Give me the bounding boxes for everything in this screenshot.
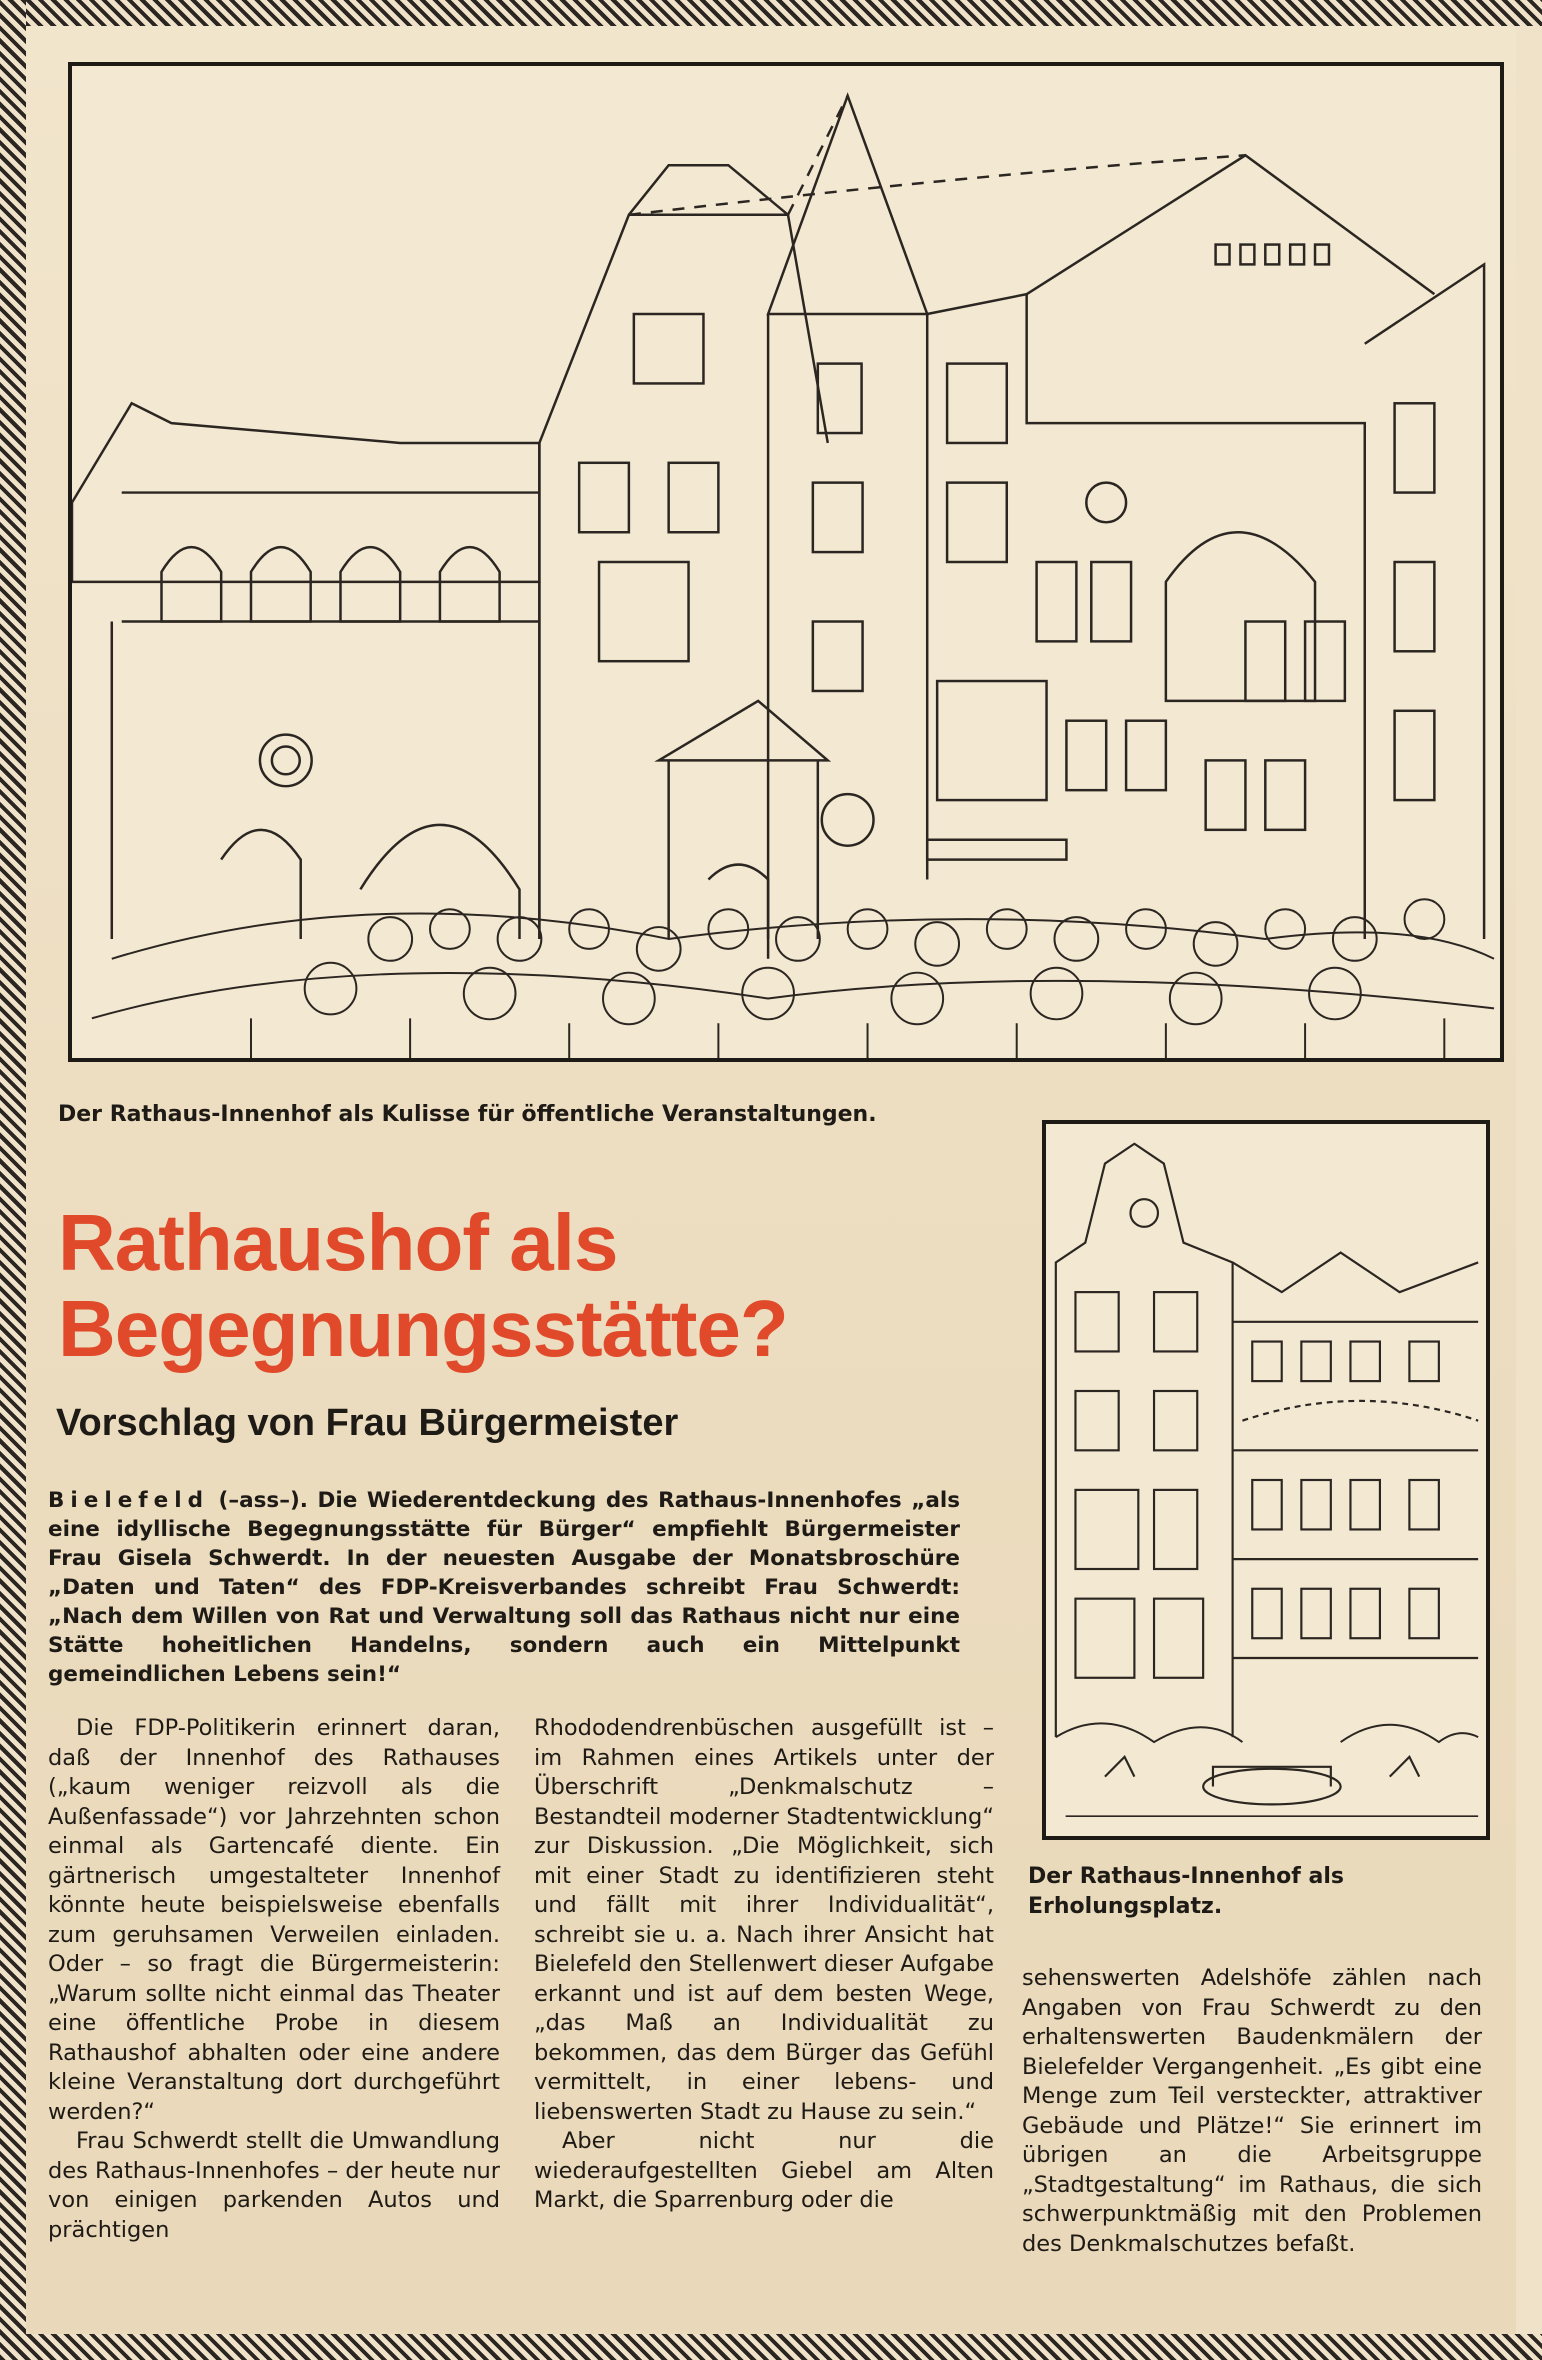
courtyard-event-illustration (68, 62, 1504, 1062)
illustration-caption-top: Der Rathaus-Innenhof als Kulisse für öffentliche Veranstaltungen. (58, 1102, 877, 1127)
headline: Rathaushof als Begegnungsstätte? (58, 1198, 788, 1373)
article-column-3 (1022, 1964, 1482, 2259)
lead-text: (–ass–). Die Wiederentdeckung des Rathaus-Innenhofes „als eine idyllische Begegnungsstätte für Bürger“ empfiehlt Bürgermeister Frau Gisela Schwerdt. In der neuesten Ausgabe der Monatsbroschüre „Daten und Taten“ des FDP-Kreisverbandes schreibt Frau Schwerdt: „Nach dem Willen von Rat und Verwaltung soll das Rathaus nicht nur eine Stätte hoheitlichen Handelns, sondern auch ein Mittelpunkt gemeindlichen Lebens sein!“ (48, 1488, 960, 1687)
subheadline: Vorschlag von Frau Bürgermeister (56, 1402, 679, 1444)
illustration-caption-small: Der Rathaus-Innenhof als Erholungsplatz. (1028, 1864, 1344, 1919)
lead-paragraph (48, 1486, 960, 1689)
article-column-1 (48, 1714, 500, 2245)
column-paragraph: Rhododendrenbüschen ausgefüllt ist – im Rahmen eines Artikels unter der Überschrift „Denkmalschutz – Bestandteil moderner Stadtentwicklung“ zur Diskussion. „Die Möglichkeit, sich mit einer Stadt zu identifizieren steht und fällt mit ihrer Individualität“, schreibt sie u. a. Nach ihrer Ansicht hat Bielefeld den Stellenwert dieser Aufgabe erkannt und ist auf dem besten Wege, „das Maß an Individualität zu bekommen, das dem Bürger das Gefühl vermittelt, in einer lebens- und liebenswerten Stadt zu Hause zu sein.“ (534, 1715, 994, 2125)
hatched-border-bottom (0, 2334, 1542, 2360)
hatched-border-top (0, 0, 1542, 26)
hatched-border-left (0, 0, 26, 2360)
column-paragraph: sehenswerten Adelshöfe zählen nach Angaben von Frau Schwerdt zu den erhaltenswerten Baudenkmälern der Bielefelder Vergangenheit. „Es gibt eine Menge zum Teil versteckter, attraktiver Gebäude und Plätze!“ Sie erinnert im übrigen an die Arbeitsgruppe „Stadtgestaltung“ im Rathaus, die sich schwerpunktmäßig mit den Problemen des Denkmalschutzes befaßt. (1022, 1965, 1482, 2257)
courtyard-garden-illustration (1042, 1120, 1490, 1840)
column-paragraph: Aber nicht nur die wiederaufgestellten Giebel am Alten Markt, die Sparrenburg oder die (534, 2128, 994, 2213)
column-paragraph: Die FDP-Politikerin erinnert daran, daß der Innenhof des Rathauses („kaum weniger reizvoll als die Außenfassade“) vor Jahrzehnten schon einmal als Gartencafé diente. Ein gärtnerisch umgestalteter Innenhof könnte heute beispielsweise ebenfalls zum geruhsamen Verweilen einladen. Oder – so fragt die Bürgermeisterin: „Warum sollte nicht einmal das Theater eine öffentliche Probe in diesem Rathaushof abhalten oder eine andere kleine Veranstaltung dort durchgeführt werden?“ (48, 1715, 500, 2125)
article-column-2 (534, 1714, 994, 2216)
dateline: Bielefeld (48, 1488, 209, 1513)
column-paragraph: Frau Schwerdt stellt die Umwandlung des Rathaus-Innenhofes – der heute nur von einigen parkenden Autos und prächtigen (48, 2128, 500, 2243)
